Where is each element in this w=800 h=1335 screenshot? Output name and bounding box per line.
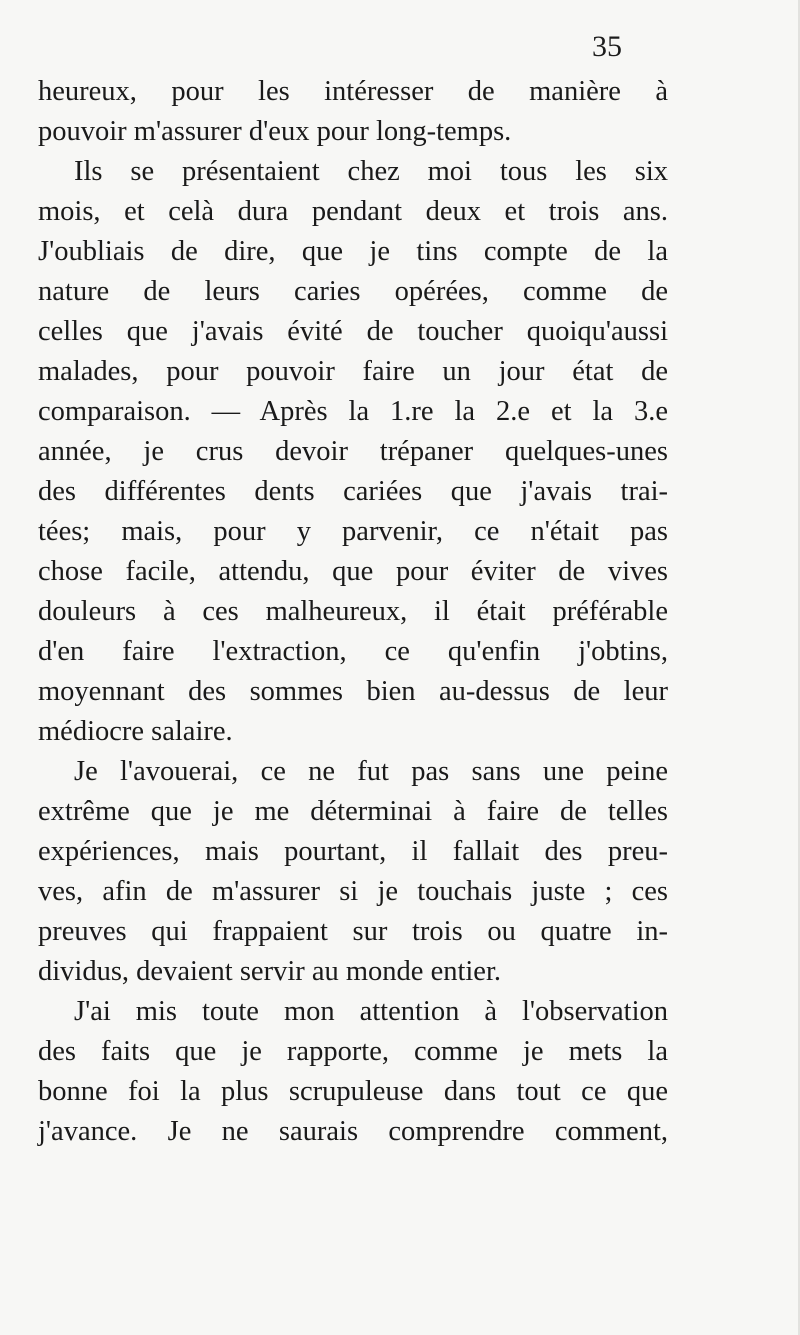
- page-number: 35: [592, 30, 622, 63]
- text-line: nature de leurs caries opérées, comme de: [38, 276, 668, 307]
- text-line: Ils se présentaient chez moi tous les six: [74, 156, 668, 187]
- text-line: J'ai mis toute mon attention à l'observation: [74, 996, 668, 1027]
- text-line: moyennant des sommes bien au-dessus de leur: [38, 676, 668, 707]
- text-line: malades, pour pouvoir faire un jour état de: [38, 356, 668, 387]
- text-line: des différentes dents cariées que j'avais trai-: [38, 476, 668, 507]
- text-line: mois, et celà dura pendant deux et trois ans.: [38, 196, 668, 227]
- text-line: année, je crus devoir trépaner quelques-unes: [38, 436, 668, 467]
- text-line: j'avance. Je ne saurais comprendre comment,: [38, 1116, 668, 1147]
- text-line: celles que j'avais évité de toucher quoiqu'aussi: [38, 316, 668, 347]
- text-line: ves, afin de m'assurer si je touchais juste ; ces: [38, 876, 668, 907]
- text-line: des faits que je rapporte, comme je mets la: [38, 1036, 668, 1067]
- text-line: preuves qui frappaient sur trois ou quatre in-: [38, 916, 668, 947]
- text-line: bonne foi la plus scrupuleuse dans tout ce que: [38, 1076, 668, 1107]
- text-line: d'en faire l'extraction, ce qu'enfin j'obtins,: [38, 636, 668, 667]
- text-line: comparaison. — Après la 1.re la 2.e et la 3.e: [38, 396, 668, 427]
- text-line: expériences, mais pourtant, il fallait des preu-: [38, 836, 668, 867]
- text-line: pouvoir m'assurer d'eux pour long-temps.: [38, 116, 512, 147]
- text-line: heureux, pour les intéresser de manière à: [38, 76, 668, 107]
- text-line: extrême que je me déterminai à faire de telles: [38, 796, 668, 827]
- text-line: tées; mais, pour y parvenir, ce n'était pas: [38, 516, 668, 547]
- text-line: J'oubliais de dire, que je tins compte de la: [38, 236, 668, 267]
- body-text: [38, 72, 668, 1152]
- text-line: douleurs à ces malheureux, il était préférable: [38, 596, 668, 627]
- text-line: Je l'avouerai, ce ne fut pas sans une peine: [74, 756, 668, 787]
- text-line: médiocre salaire.: [38, 716, 233, 747]
- text-line: chose facile, attendu, que pour éviter de vives: [38, 556, 668, 587]
- text-line: dividus, devaient servir au monde entier.: [38, 956, 501, 987]
